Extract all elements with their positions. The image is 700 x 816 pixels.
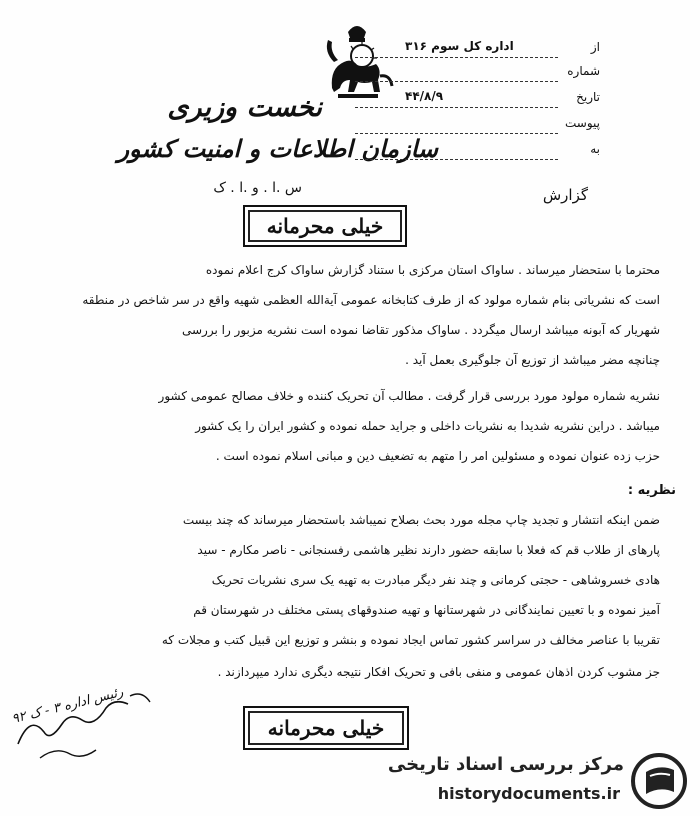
report-title: گزارش (542, 186, 588, 204)
from-line (355, 57, 558, 58)
body-line: نشریه شماره مولود مورد بررسی قرار گرفت . مطالب آن تحریک کننده و خلاف مصالح عمومی کشور (158, 389, 660, 403)
date-label: تاریخ (576, 90, 600, 104)
body-line: محترما با ستحضار میرساند . ساواک استان مرکزی با ستناد گزارش ساواک کرج اعلام نموده (205, 263, 660, 277)
to-line (355, 159, 558, 160)
number-field (355, 64, 600, 84)
watermark-title: مرکز بررسی اسناد تاریخی (387, 754, 624, 775)
opinion-line: آمیز نموده و با تعیین نمایندگانی در شهرستانها و تهیه صندوقهای پستی مختلف در شهرستان قم (193, 603, 660, 617)
history-documents-logo-icon (630, 752, 688, 810)
attachment-line (355, 133, 558, 134)
date-line (355, 107, 558, 108)
document-code: س .ا . و .ا . ک (213, 180, 302, 196)
to-label: به (590, 142, 600, 156)
number-label: شماره (567, 64, 600, 78)
agency-name: سازمان اطلاعات و امنیت کشور (117, 134, 438, 163)
opinion-heading: نظریه : (627, 483, 676, 498)
opinion-line: ضمن اینکه انتشار و تجدید چاپ مجله مورد بحث بصلاح نمیباشد باستحضار میرساند که چند بیست (182, 513, 660, 527)
body-line: چنانچه مضر میباشد از توزیع آن جلوگیری بعمل آید . (405, 353, 660, 367)
from-label: از (590, 40, 600, 54)
from-field (355, 40, 600, 60)
watermark-url: historydocuments.ir (437, 784, 620, 803)
body-line: میباشد . دراین نشریه شدیدا به نشریات داخلی و جراید حمله نموده و کشور ایران را یک کشور (195, 419, 660, 433)
top-secret-stamp: خیلی محرمانه (243, 205, 407, 247)
date-field (355, 90, 600, 110)
opinion-line: هادی خسروشاهی - حجتی کرمانی و چند نفر دیگر مبادرت به تهیه یک سری نشریات تحریک (211, 573, 660, 587)
organization-name: نخست وزیری (167, 92, 322, 123)
body-line: حزب زده عنوان نموده و مسئولین امر را متهم به تضعیف دین و مبانی اسلام نموده است . (215, 449, 660, 463)
opinion-line: پارهای از طلاب قم که فعلا با سابقه حضور دارند نظیر هاشمی رفسنجانی - ناصر مکارم - سید (197, 543, 660, 557)
signature-note: رئیس اداره ۳ - ک ۹۲ (10, 684, 125, 727)
date-value: ۴۴/۸/۹ (405, 89, 444, 103)
body-line: شهریار که آبونه میباشد ارسال میگردد . ساواک مذکور تقاضا نموده است نشریه مزبور را بررسی (181, 323, 660, 337)
body-line: است که نشریاتی بنام شماره مولود که از طرف کتابخانه عمومی آیةالله العظمی شهیه واقع در سر شاخص در منطقه (82, 293, 660, 307)
bottom-secret-stamp: خیلی محرمانه (243, 706, 409, 750)
attachment-field (355, 116, 600, 136)
attachment-label: پیوست (565, 116, 600, 130)
from-value: اداره کل سوم ۳۱۶ (405, 39, 514, 53)
number-line (355, 81, 558, 82)
to-field (355, 142, 600, 162)
opinion-line: تقریبا با عناصر مخالف در سراسر کشور تماس ایجاد نموده و بنشر و توزیع این قبیل کتب و مجلات که (161, 633, 660, 647)
opinion-line: جز مشوب کردن اذهان عمومی و منفی بافی و تحریک افکار نتیجه دیگری ندارد میپردازند . (217, 665, 660, 679)
